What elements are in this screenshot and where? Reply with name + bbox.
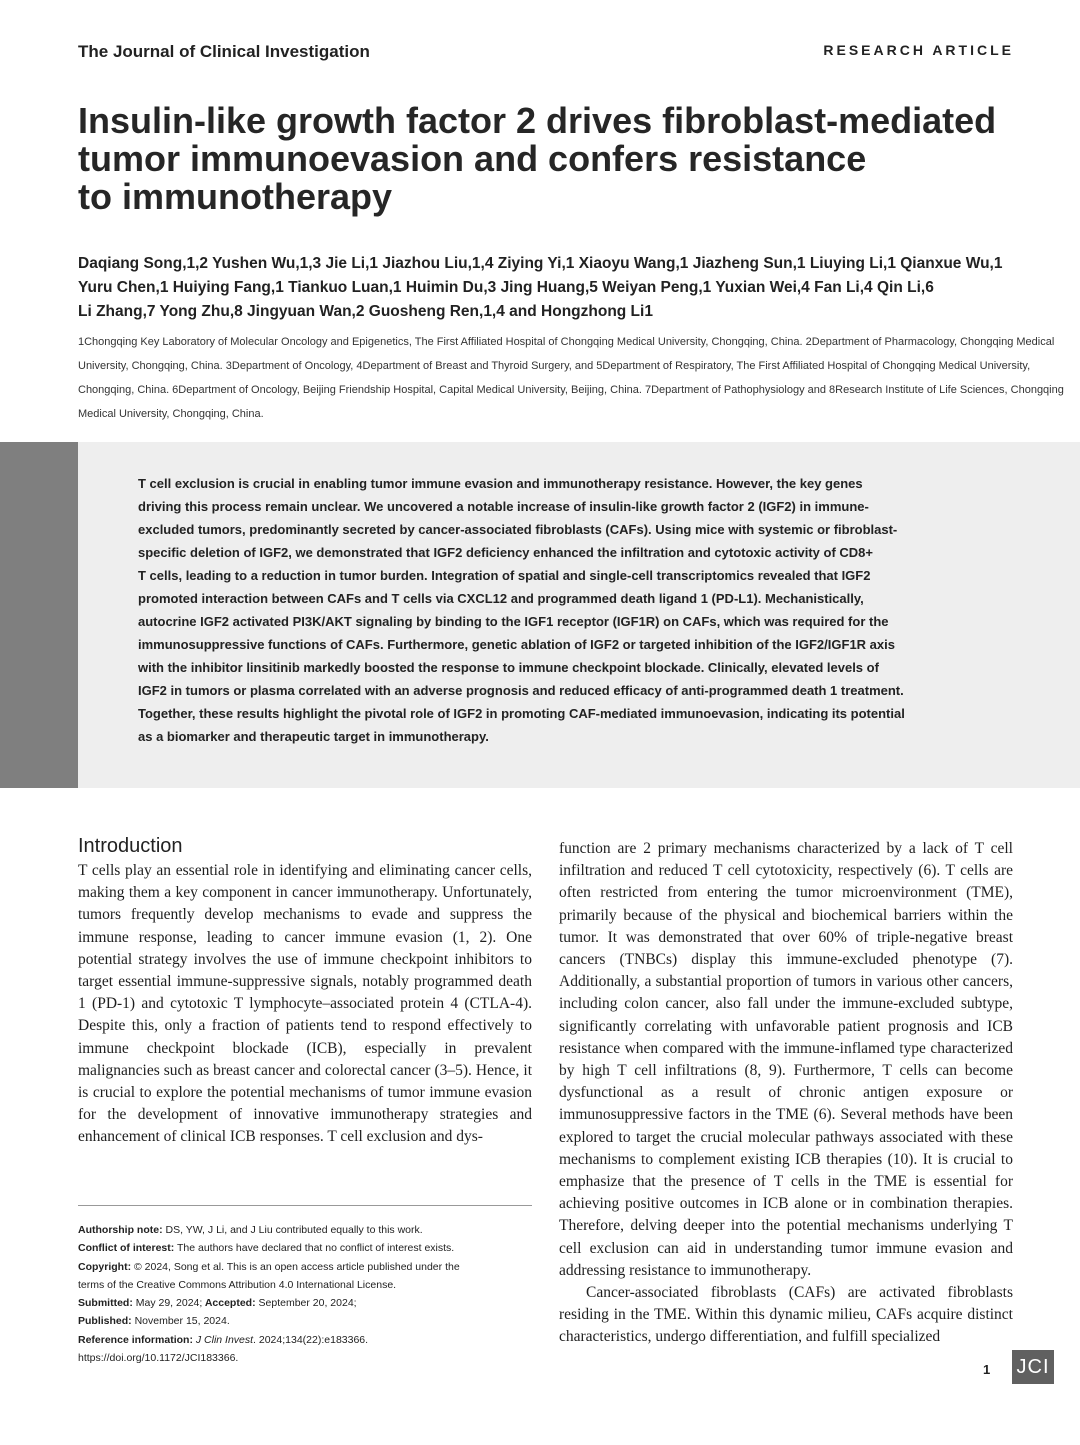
affiliation-line: Chongqing, China. 6Department of Oncology, Beijing Friendship Hospital, Capital Medical University, Beijing, China. 7Department of Pathophysiology and 8Research Institute of Life Sciences, Chongqing	[78, 384, 1064, 396]
published-note	[78, 1312, 538, 1330]
note-text: . 2024;134(22):e183366.	[253, 1333, 369, 1346]
abstract-line: specific deletion of IGF2, we demonstrated that IGF2 deficiency enhanced the infiltration and cytotoxic activity of CD8+	[138, 545, 874, 560]
reference-journal: J Clin Invest	[192, 1333, 254, 1346]
dates-note	[78, 1294, 538, 1312]
abstract-line: T cells, leading to a reduction in tumor burden. Integration of spatial and single-cell transcriptomics revealed that IGF2	[138, 568, 871, 583]
conflict-note	[78, 1239, 538, 1257]
note-label: Copyright:	[78, 1260, 132, 1273]
title-line: to immunotherapy	[78, 176, 393, 217]
article-type-label: RESEARCH ARTICLE	[823, 42, 1014, 58]
body-column-right	[559, 838, 1013, 1349]
note-label: Published:	[78, 1315, 132, 1328]
author-line: Li Zhang,7 Yong Zhu,8 Jingyuan Wan,2 Guosheng Ren,1,4 and Hongzhong Li1	[78, 303, 653, 320]
note-text: November 15, 2024.	[131, 1315, 230, 1328]
affiliations	[78, 330, 1064, 426]
author-line: Daqiang Song,1,2 Yushen Wu,1,3 Jie Li,1 Jiazhou Liu,1,4 Ziying Yi,1 Xiaoyu Wang,1 Jiazheng Sun,1 Liuying Li,1 Qianxue Wu,1	[78, 255, 1003, 272]
copyright-note	[78, 1258, 538, 1276]
introduction-paragraph: T cells play an essential role in identifying and eliminating cancer cells, making them a key component in cancer immunotherapy. Unfortunately, tumors frequently develop mechanisms to evade and suppress the immune response, leading to cancer immune evasion (1, 2). One potential strategy involves the use of immune checkpoint inhibitors to target essential immune-suppressive signals, notably programmed death 1 (PD-1) and cytotoxic T lymphocyte–associated protein 4 (CTLA-4). Despite this, only a fraction of patients tend to respond effectively to immune checkpoint blockade (ICB), especially in prevalent malignancies such as breast cancer and colorectal cancer (3–5). Hence, it is crucial to explore the potential mechanisms of tumor immune evasion for the development of innovative immunotherapy strategies and enhancement of clinical ICB responses. T cell exclusion and dys-	[78, 862, 532, 1146]
abstract-line: excluded tumors, predominantly secreted by cancer-associated fibroblasts (CAFs). Using mice with systemic or fibroblast-	[138, 522, 898, 537]
note-text: terms of the Creative Commons Attribution 4.0 International License.	[78, 1278, 397, 1291]
copyright-note-continued	[78, 1276, 538, 1294]
footnote-divider	[78, 1205, 532, 1206]
title-line: Insulin-like growth factor 2 drives fibroblast-mediated	[78, 100, 997, 141]
note-text: © 2024, Song et al. This is an open access article published under the	[131, 1260, 460, 1273]
note-text: September 20, 2024;	[255, 1297, 357, 1310]
note-text: DS, YW, J Li, and J Liu contributed equally to this work.	[162, 1224, 423, 1236]
note-label: Authorship note:	[78, 1224, 163, 1236]
note-label: Accepted:	[202, 1297, 256, 1310]
affiliation-line: 1Chongqing Key Laboratory of Molecular Oncology and Epigenetics, The First Affiliated Hospital of Chongqing Medical University, Chongqing, China. 2Department of Pharmacology, Chongqing Medical	[78, 336, 1055, 348]
abstract-line: T cell exclusion is crucial in enabling tumor immune evasion and immunotherapy resistance. However, the key genes	[138, 476, 863, 491]
abstract-line: as a biomarker and therapeutic target in immunotherapy.	[138, 729, 489, 744]
note-label: Submitted:	[78, 1297, 133, 1310]
note-label: Conflict of interest:	[78, 1242, 175, 1255]
abstract-line: autocrine IGF2 activated PI3K/AKT signaling by binding to the IGF1 receptor (IGF1R) on CAFs, which was required for the	[138, 614, 889, 629]
abstract-line: immunosuppressive functions of CAFs. Furthermore, genetic ablation of IGF2 or targeted inhibition of the IGF2/IGF1R axis	[138, 637, 895, 652]
note-label: Reference information:	[78, 1333, 193, 1346]
abstract-line: driving this process remain unclear. We uncovered a notable increase of insulin-like growth factor 2 (IGF2) in immune-	[138, 499, 869, 514]
abstract-line: promoted interaction between CAFs and T cells via CXCL12 and programmed death ligand 1 (PD-L1). Mechanistically,	[138, 591, 864, 606]
introduction-heading: Introduction	[78, 835, 183, 857]
jci-logo: JCI	[1012, 1350, 1054, 1384]
body-column-left	[78, 860, 532, 1149]
abstract-line: IGF2 in tumors or plasma correlated with an adverse prognosis and reduced efficacy of anti-programmed death 1 treatment.	[138, 683, 904, 698]
introduction-paragraph-continued: function are 2 primary mechanisms characterized by a lack of T cell infiltration and reduced T cell cytotoxicity, respectively (6). T cells are often restricted from entering the tumor microenvironment (TME), primarily because of the physical and biochemical barriers within the tumor. It was demonstrated that over 60% of triple-negative breast cancers (TNBCs) display this immune-excluded phenotype (7). Additionally, a substantial proportion of tumors in various other cancers, including colon cancer, also fall under the immune-excluded subtype, significantly correlating with unfavorable patient prognosis and ICB resistance when compared with the immune-inflamed type characterized by high T cell infiltrations (8, 9). Furthermore, T cells can become dysfunctional as a result of chronic antigen exposure or immunosuppressive factors in the TME (6). Several methods have been explored to target the crucial molecular pathways associated with these mechanisms to complement existing ICB therapies (10). It is crucial to emphasize that the presence of T cells in the TME is essential for achieving positive outcomes in ICB alone or in combination therapies. Therefore, delving deeper into the potential mechanisms underlying T cell exclusion can aid in understanding tumor immune evasion and addressing resistance to immunotherapy.	[559, 840, 1013, 1279]
note-text: May 29, 2024;	[132, 1297, 203, 1310]
author-line: Yuru Chen,1 Huiying Fang,1 Tiankuo Luan,1 Huimin Du,3 Jing Huang,5 Weiyan Peng,1 Yuxian Wei,4 Fan Li,4 Qin Li,6	[78, 279, 934, 296]
abstract-line: Together, these results highlight the pivotal role of IGF2 in promoting CAF-mediated immunoevasion, indicating its potential	[138, 706, 905, 721]
article-title	[78, 102, 1038, 216]
affiliation-line: Medical University, Chongqing, China.	[78, 408, 264, 420]
article-notes	[78, 1221, 538, 1367]
note-text: The authors have declared that no conflict of interest exists.	[174, 1242, 455, 1255]
affiliation-line: University, Chongqing, China. 3Department of Oncology, 4Department of Breast and Thyroid Surgery, and 5Department of Respiratory, The First Affiliated Hospital of Chongqing Medical University,	[78, 360, 1031, 372]
journal-name: The Journal of Clinical Investigation	[78, 42, 370, 61]
author-list	[78, 252, 1018, 324]
abstract-side-bar	[0, 442, 78, 788]
page-number: 1	[983, 1362, 991, 1377]
introduction-paragraph: Cancer-associated fibroblasts (CAFs) are activated fibroblasts residing in the TME. Within this dynamic milieu, CAFs acquire distinct characteristics, undergo differentiation, and fulfill specialized	[559, 1284, 1013, 1346]
abstract-line: with the inhibitor linsitinib markedly boosted the response to immune checkpoint blockade. Clinically, elevated levels of	[138, 660, 879, 675]
doi-link[interactable]: https://doi.org/10.1172/JCI183366.	[78, 1352, 239, 1365]
abstract-text	[138, 472, 968, 748]
title-line: tumor immunoevasion and confers resistance	[78, 138, 867, 179]
reference-note	[78, 1331, 538, 1349]
authorship-note	[78, 1221, 538, 1239]
